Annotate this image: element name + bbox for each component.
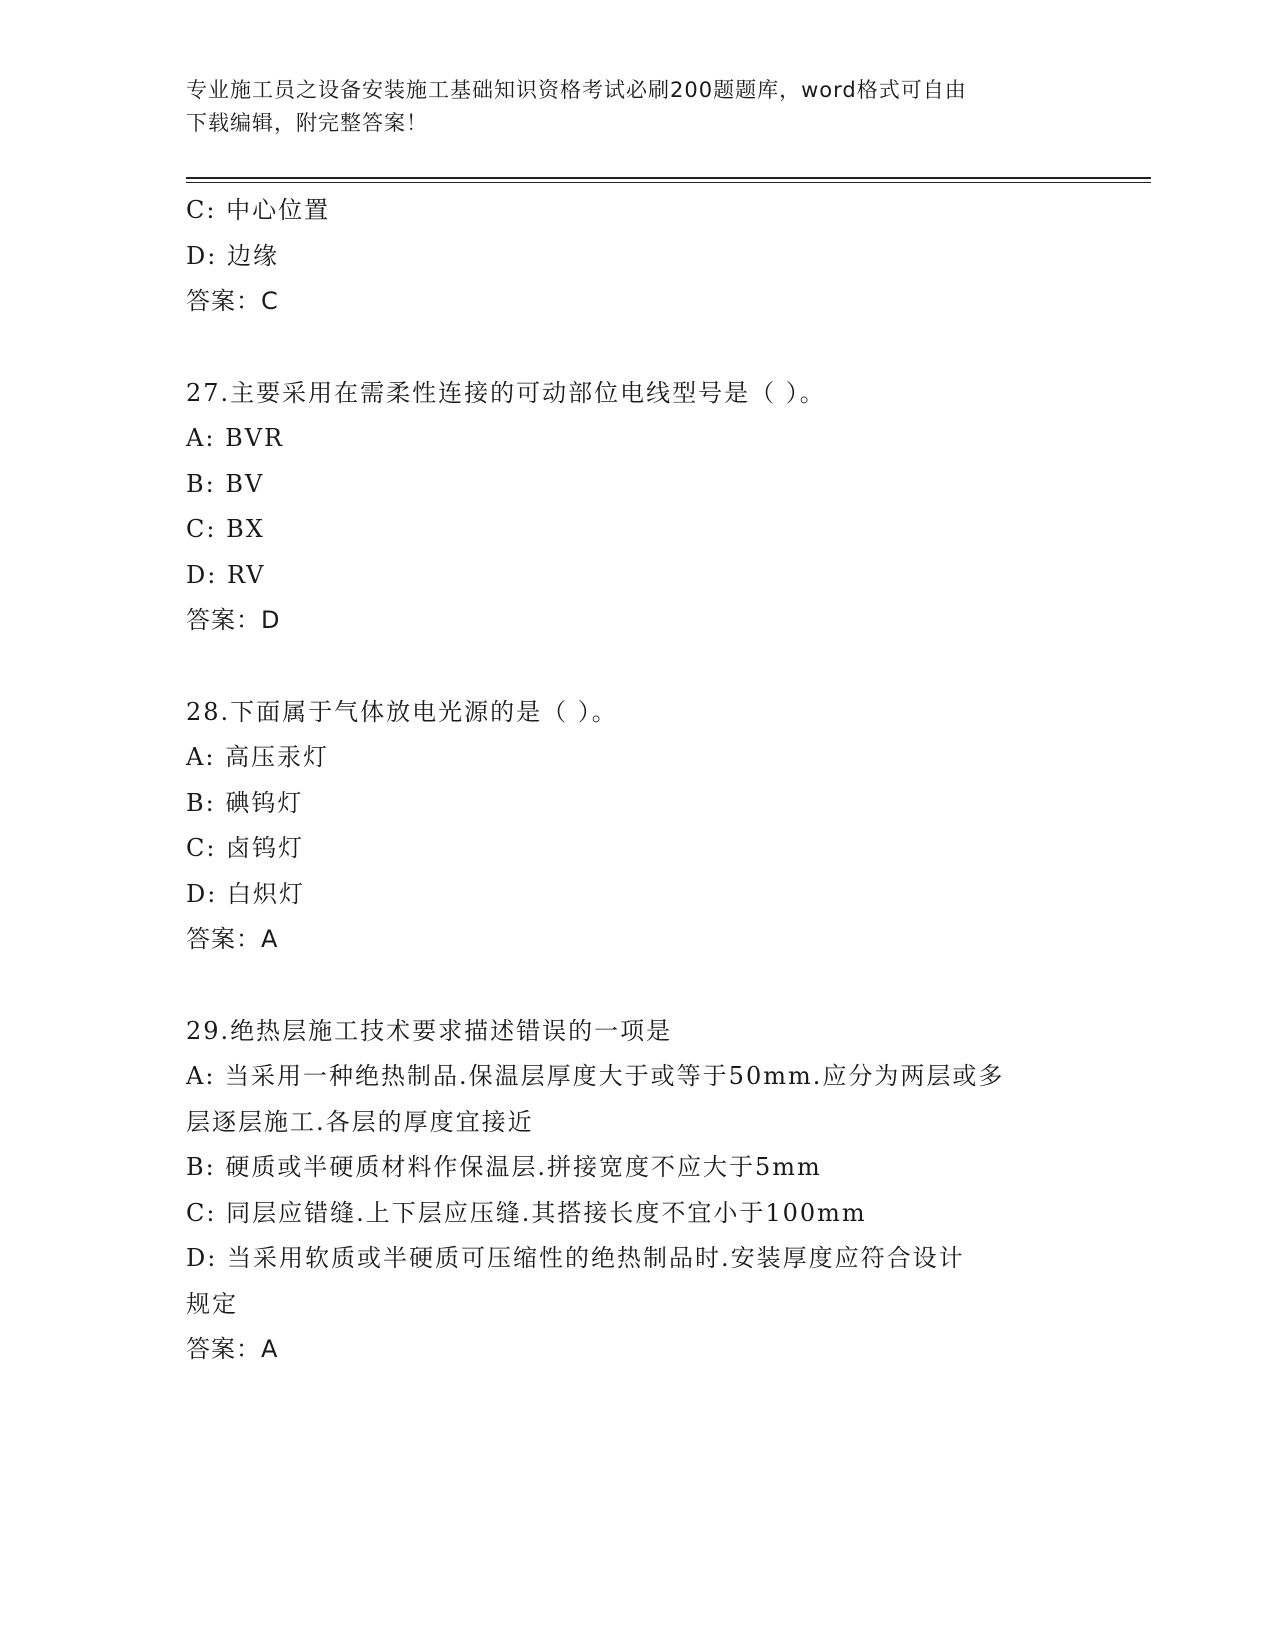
q29-option-a-line-2: 层逐层施工.各层的厚度宜接近 bbox=[186, 1107, 534, 1136]
option-text: 高压汞灯 bbox=[225, 743, 330, 771]
prev-option-d bbox=[186, 234, 1086, 280]
q28-stem: 28.下面属于气体放电光源的是（ ）。 bbox=[186, 697, 618, 726]
option-text: 卤钨灯 bbox=[226, 834, 305, 862]
q28-option-a bbox=[186, 735, 1086, 781]
q27-option-b bbox=[186, 462, 1086, 508]
option-label: D: bbox=[186, 560, 218, 589]
option-text: 边缘 bbox=[226, 241, 279, 270]
option-label: A: bbox=[186, 743, 216, 771]
q27-stem: 27.主要采用在需柔性连接的可动部位电线型号是（ ）。 bbox=[186, 378, 826, 407]
q28-option-c bbox=[186, 826, 1086, 872]
q29-option-b: B: 硬质或半硬质材料作保温层.拼接宽度不应大于5mm bbox=[186, 1153, 822, 1181]
question-content bbox=[186, 188, 1086, 1373]
option-text: 白炽灯 bbox=[226, 879, 305, 908]
q29-option-d-line-1: D: 当采用软质或半硬质可压缩性的绝热制品时.安装厚度应符合设计 bbox=[186, 1244, 965, 1272]
option-label: D: bbox=[186, 879, 218, 908]
header-divider bbox=[186, 177, 1151, 183]
page-header bbox=[186, 74, 1086, 140]
option-label: D: bbox=[186, 241, 218, 270]
prev-answer: 答案：C bbox=[186, 287, 279, 315]
option-text: RV bbox=[226, 560, 266, 589]
q28-option-d bbox=[186, 872, 1086, 918]
option-label: B: bbox=[186, 788, 216, 817]
header-title-line-2: 下载编辑，附完整答案！ bbox=[186, 111, 428, 135]
q27-option-d bbox=[186, 553, 1086, 599]
q29-option-c: C: 同层应错缝.上下层应压缝.其搭接长度不宜小于100mm bbox=[186, 1198, 867, 1227]
prev-option-c bbox=[186, 188, 1086, 234]
q27-option-c bbox=[186, 507, 1086, 553]
option-text: 中心位置 bbox=[226, 196, 331, 224]
q27-answer: 答案：D bbox=[186, 606, 281, 634]
q29-answer: 答案：A bbox=[186, 1335, 279, 1363]
option-text: BV bbox=[225, 469, 265, 498]
option-label: A: bbox=[186, 424, 216, 452]
q28-option-b bbox=[186, 781, 1086, 827]
option-label: B: bbox=[186, 469, 216, 498]
q29-option-a-line-1: A: 当采用一种绝热制品.保温层厚度大于或等于50mm.应分为两层或多 bbox=[186, 1062, 1005, 1090]
q29-stem: 29.绝热层施工技术要求描述错误的一项是 bbox=[186, 1016, 673, 1045]
header-title-line-1: 专业施工员之设备安装施工基础知识资格考试必刷200题题库，word格式可自由 bbox=[186, 78, 967, 102]
q29-option-d-line-2: 规定 bbox=[186, 1289, 238, 1318]
q28-answer: 答案：A bbox=[186, 925, 279, 953]
q27-option-a bbox=[186, 416, 1086, 462]
option-label: C: bbox=[186, 196, 217, 224]
option-text: BX bbox=[226, 515, 265, 543]
option-text: BVR bbox=[225, 424, 285, 452]
option-label: C: bbox=[186, 834, 217, 862]
option-label: C: bbox=[186, 515, 217, 543]
option-text: 碘钨灯 bbox=[225, 788, 304, 817]
